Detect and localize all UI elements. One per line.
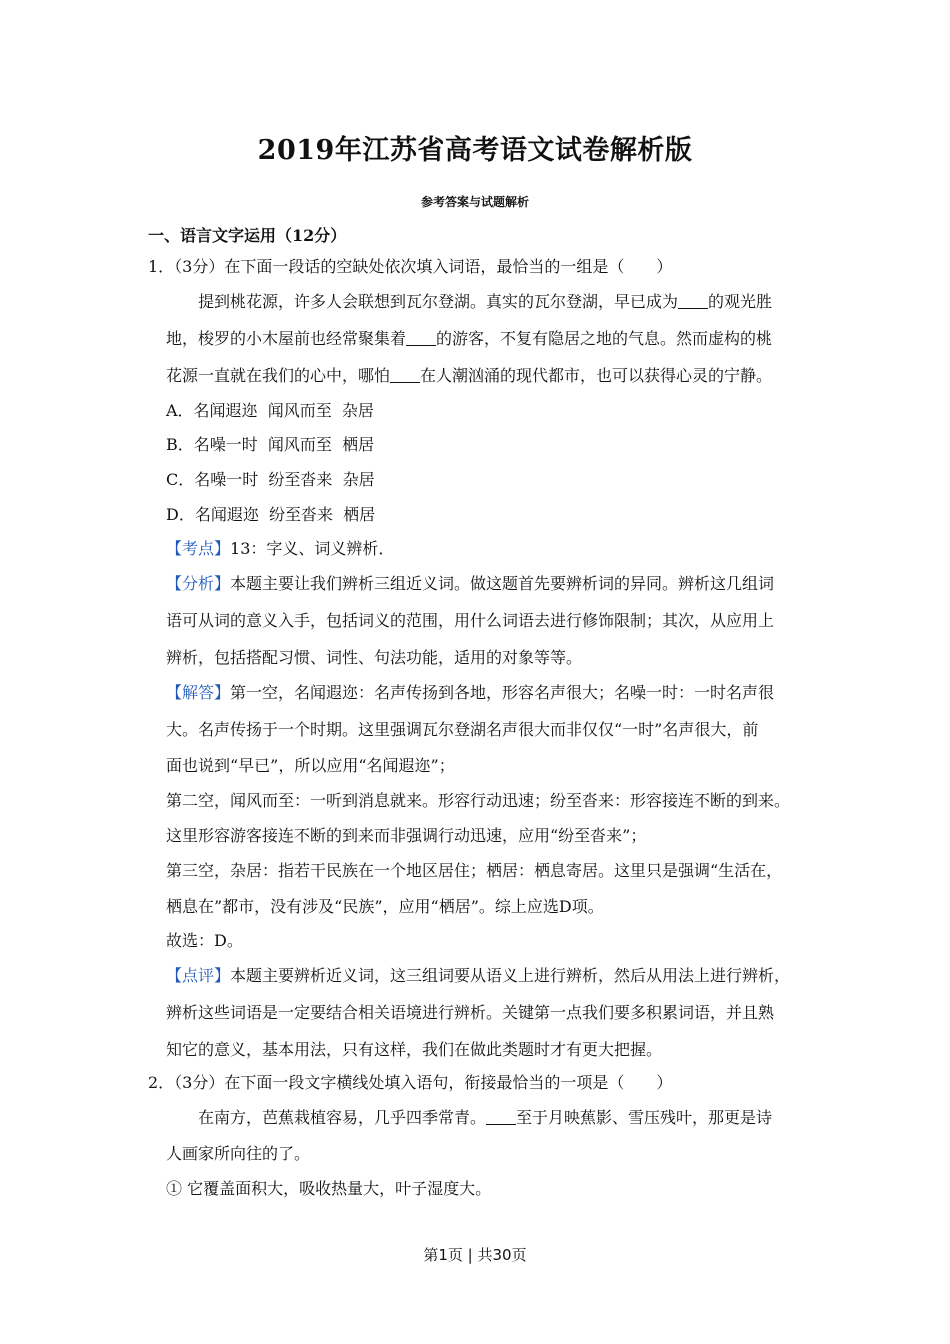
fenxi-line-3: 辨析，包括搭配习惯、词性、句法功能，适用的对象等等。 — [166, 648, 583, 667]
jieda-line-3: 面也说到“早已”，所以应用“名闻遐迩”； — [166, 756, 455, 775]
answer-line: 故选：D。 — [166, 931, 243, 950]
option-a: A．名闻遐迩 闻风而至 杂居 — [166, 401, 374, 420]
jieda-tag: 【解答】 — [166, 683, 231, 702]
fill-blank-4 — [486, 1108, 516, 1125]
question-2-option-1: ① 它覆盖面积大，吸收热量大，叶子湿度大。 — [166, 1179, 492, 1198]
question-1-stem: 1．（3分）在下面一段话的空缺处依次填入词语，最恰当的一组是（ ） — [148, 257, 673, 276]
fenxi-tag: 【分析】 — [166, 574, 231, 593]
question-2-stem: 2．（3分）在下面一段文字横线处填入语句，衔接最恰当的一项是（ ） — [148, 1073, 673, 1092]
jieda-line-2: 大。名声传扬于一个时期。这里强调瓦尔登湖名声很大而非仅仅“一时”名声很大，前 — [166, 720, 759, 739]
question-2-passage-line-2: 人画家所向往的了。 — [166, 1144, 311, 1163]
fill-blank-2 — [406, 329, 436, 346]
jieda-line-7: 栖息在”都市，没有涉及“民族”，应用“栖居”。综上应选D项。 — [166, 897, 604, 916]
fenxi-line-1: 【分析】本题主要让我们辨析三组近义词。做这题首先要辨析词的异同。辨析这几组词 — [166, 574, 775, 593]
document-subtitle: 参考答案与试题解析 — [420, 195, 529, 209]
option-b: B．名噪一时 闻风而至 栖居 — [166, 435, 375, 454]
section-heading: 一、语言文字运用（12分） — [148, 226, 347, 245]
question-2-passage-line-1: 在南方，芭蕉栽植容易，几乎四季常青。 至于月映蕉影、雪压残叶，那更是诗 — [198, 1108, 773, 1127]
fill-blank-1 — [678, 292, 708, 309]
option-c: C．名噪一时 纷至沓来 杂居 — [166, 470, 375, 489]
page-footer: 第1页 | 共30页 — [423, 1246, 527, 1264]
jieda-line-5: 这里形容游客接连不断的到来而非强调行动迅速，应用“纷至沓来”； — [166, 826, 647, 845]
fenxi-line-2: 语可从词的意义入手，包括词义的范围，用什么词语去进行修饰限制；其次，从应用上 — [166, 611, 775, 630]
dianping-line-3: 知它的意义，基本用法，只有这样，我们在做此类题时才有更大把握。 — [166, 1040, 663, 1059]
document-title: 2019年江苏省高考语文试卷解析版 — [257, 135, 693, 166]
question-1-passage-line-3: 花源一直就在我们的心中，哪怕 在人潮汹涌的现代都市，也可以获得心灵的宁静。 — [166, 366, 773, 385]
option-d: D．名闻遐迩 纷至沓来 栖居 — [166, 505, 376, 524]
dianping-tag: 【点评】 — [166, 966, 231, 985]
question-1-passage-line-2: 地，梭罗的小木屋前也经常聚集着 的游客，不复有隐居之地的气息。然而虚构的桃 — [166, 329, 773, 348]
jieda-line-6: 第三空，杂居：指若干民族在一个地区居住；栖居：栖息寄居。这里只是强调“生活在， — [166, 861, 783, 880]
dianping-line-2: 辨析这些词语是一定要结合相关语境进行辨析。关键第一点我们要多积累词语，并且熟 — [166, 1003, 775, 1022]
dianping-line-1: 【点评】本题主要辨析近义词，这三组词要从语义上进行辨析，然后从用法上进行辨析， — [166, 966, 791, 985]
question-1-passage-line-1: 提到桃花源，许多人会联想到瓦尔登湖。真实的瓦尔登湖，早已成为 的观光胜 — [198, 292, 773, 311]
fill-blank-3 — [390, 366, 420, 383]
jieda-line-1: 【解答】第一空，名闻遐迩：名声传扬到各地，形容名声很大；名噪一时：一时名声很 — [166, 683, 775, 702]
kaodian-tag: 【考点】 — [166, 539, 231, 558]
kaodian-line: 【考点】13：字义、词义辨析． — [166, 539, 395, 558]
jieda-line-4: 第二空，闻风而至：一听到消息就来。形容行动迅速；纷至沓来：形容接连不断的到来。 — [166, 791, 791, 810]
